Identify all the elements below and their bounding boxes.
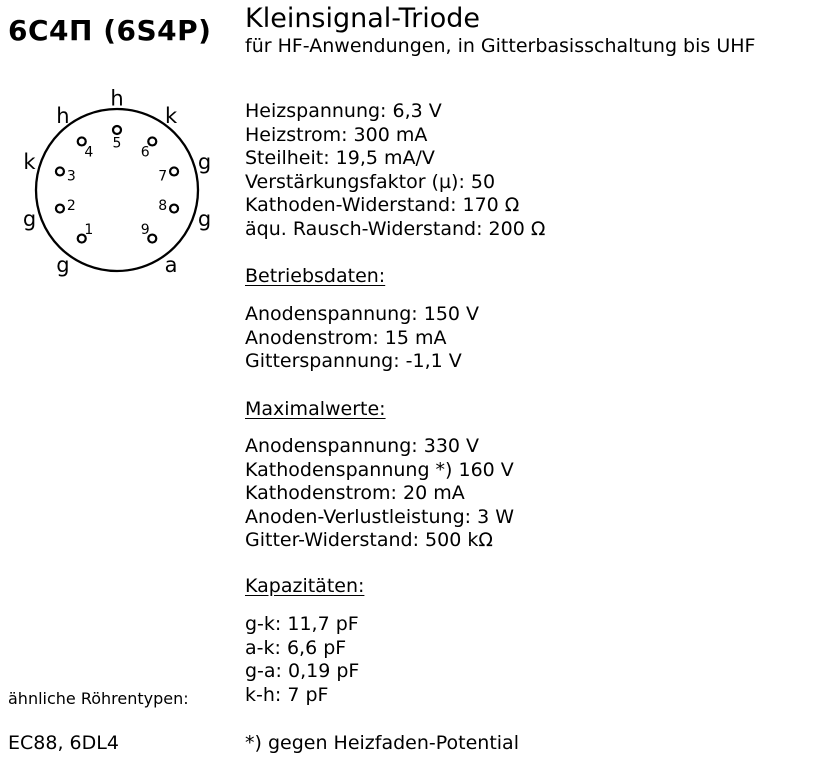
pin-number: 6 [140,144,150,161]
page-title: Kleinsignal-Triode [245,3,480,34]
pin-number: 1 [84,222,94,239]
pin-hole [56,167,64,175]
pin-hole [170,205,178,213]
footnote: *) gegen Heizfaden-Potential [245,732,519,754]
pin-electrode-label: k [23,150,36,175]
pin-number: 3 [66,168,76,185]
similar-tubes-value: EC88, 6DL4 [8,732,119,754]
pin-hole [113,126,121,134]
pin-electrode-label: h [56,104,70,129]
pin-number: 4 [84,144,94,161]
text-line: Kathodenspannung *) 160 V [245,458,514,481]
pin-electrode-label: g [56,252,70,277]
tube-name: 6C4П (6S4P) [8,14,212,47]
pin-electrode-label: a [164,252,178,277]
text-line: Verstärkungsfaktor (µ): 50 [245,170,496,193]
pin-number: 9 [140,222,150,239]
similar-tubes-label: ähnliche Röhrentypen: [8,689,189,708]
pin-electrode-label: g [197,206,212,231]
section-lines-maximalwerte [245,435,514,553]
text-line: Kathodenstrom: 20 mA [245,482,465,504]
section-heading-maximalwerte: Maximalwerte: [245,398,386,420]
text-line: Anodenspannung: 330 V [245,435,480,457]
pin-number: 2 [66,198,76,215]
section-lines-betriebsdaten [245,303,479,374]
text-line: äqu. Rausch-Widerstand: 200 Ω [245,217,546,240]
text-line: Gitter-Widerstand: 500 kΩ [245,529,493,551]
pin-electrode-label: g [197,150,212,175]
text-line: Anodenspannung: 150 V [245,303,480,325]
section-heading-kapazitaeten: Kapazitäten: [245,575,365,597]
text-line: Gitterspannung: -1,1 V [245,350,462,372]
characteristics-list [245,100,545,241]
section-heading-betriebsdaten: Betriebsdaten: [245,265,386,287]
text-line: g-a: 0,19 pF [245,660,360,682]
page-subtitle: für HF-Anwendungen, in Gitterbasisschaltung bis UHF [245,35,756,57]
pin-number: 5 [112,135,122,152]
text-line: k-h: 7 pF [245,683,329,706]
text-line: Steilheit: 19,5 mA/V [245,147,435,169]
text-line: g-k: 11,7 pF [245,613,359,635]
pin-hole [56,205,64,213]
text-line: Kathoden-Widerstand: 170 Ω [245,194,520,216]
pin-electrode-label: h [110,86,124,111]
text-line: Heizspannung: 6,3 V [245,100,442,122]
text-line: Heizstrom: 300 mA [245,123,428,146]
text-line: Anodenstrom: 15 mA [245,326,447,349]
pin-number: 7 [158,168,168,185]
socket-pinout-diagram [0,82,232,290]
text-line: Anoden-Verlustleistung: 3 W [245,505,514,528]
section-lines-kapazitaeten [245,613,359,707]
text-line: a-k: 6,6 pF [245,636,347,659]
pin-number: 8 [158,198,168,215]
pin-electrode-label: g [22,206,37,231]
pin-electrode-label: k [164,104,178,129]
pin-hole [170,167,178,175]
